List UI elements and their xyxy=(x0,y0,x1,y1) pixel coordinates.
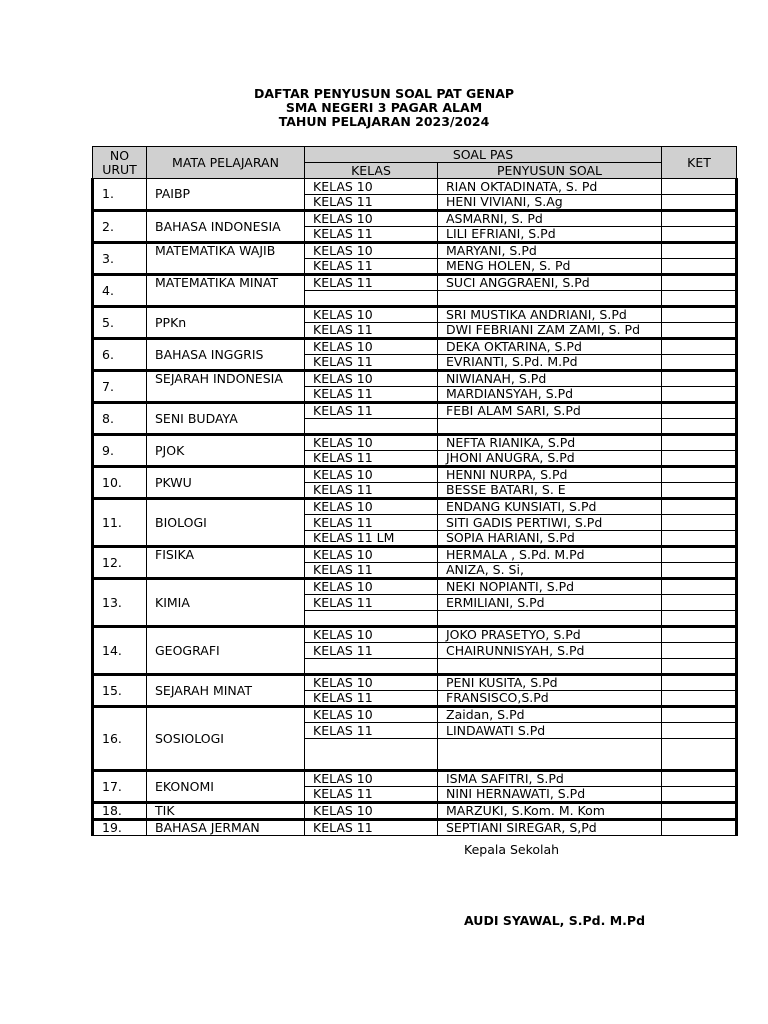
cell-no-urut: 15. xyxy=(93,675,147,707)
cell-kelas: KELAS 11 xyxy=(305,723,438,739)
cell-kelas: KELAS 10 xyxy=(305,627,438,643)
principal-name: AUDI SYAWAL, S.Pd. M.Pd xyxy=(464,913,646,928)
cell-penyusun-soal: Zaidan, S.Pd xyxy=(438,707,662,723)
cell-penyusun-soal: CHAIRUNNISYAH, S.Pd xyxy=(438,643,662,659)
cell-no-urut: 6. xyxy=(93,339,147,371)
cell-ket xyxy=(662,435,737,451)
table-row xyxy=(93,803,737,820)
cell-no-urut: 19. xyxy=(93,820,147,836)
cell-no-urut: 17. xyxy=(93,771,147,803)
cell-mata-pelajaran: SENI BUDAYA xyxy=(147,403,305,435)
cell-ket xyxy=(662,227,737,243)
cell-kelas: KELAS 10 xyxy=(305,499,438,515)
cell-penyusun-soal xyxy=(438,611,662,627)
cell-no-urut: 8. xyxy=(93,403,147,435)
cell-kelas: KELAS 10 xyxy=(305,467,438,483)
cell-kelas: KELAS 10 xyxy=(305,211,438,227)
cell-kelas: KELAS 11 xyxy=(305,195,438,211)
cell-no-urut: 2. xyxy=(93,211,147,243)
table-row xyxy=(93,243,737,259)
cell-mata-pelajaran: BIOLOGI xyxy=(147,499,305,547)
cell-no-urut: 4. xyxy=(93,275,147,307)
cell-ket xyxy=(662,195,737,211)
cell-penyusun-soal: NEFTA RIANIKA, S.Pd xyxy=(438,435,662,451)
cell-kelas: KELAS 11 xyxy=(305,387,438,403)
cell-ket xyxy=(662,691,737,707)
cell-penyusun-soal: ENDANG KUNSIATI, S.Pd xyxy=(438,499,662,515)
cell-kelas: KELAS 11 xyxy=(305,820,438,836)
cell-mata-pelajaran: SEJARAH INDONESIA xyxy=(147,371,305,403)
cell-ket xyxy=(662,339,737,355)
cell-kelas: KELAS 10 xyxy=(305,707,438,723)
table-row xyxy=(93,403,737,419)
cell-kelas xyxy=(305,739,438,771)
document-title: DAFTAR PENYUSUN SOAL PAT GENAP xyxy=(253,86,515,101)
table-row xyxy=(93,211,737,227)
cell-penyusun-soal: LINDAWATI S.Pd xyxy=(438,723,662,739)
cell-kelas: KELAS 11 xyxy=(305,595,438,611)
cell-penyusun-soal: EVRIANTI, S.Pd. M.Pd xyxy=(438,355,662,371)
cell-penyusun-soal: MENG HOLEN, S. Pd xyxy=(438,259,662,275)
cell-ket xyxy=(662,611,737,627)
cell-mata-pelajaran: FISIKA xyxy=(147,547,305,579)
header-mata-pelajaran: MATA PELAJARAN xyxy=(147,147,305,179)
header-ket: KET xyxy=(662,147,737,179)
cell-mata-pelajaran: SOSIOLOGI xyxy=(147,707,305,771)
table-row xyxy=(93,307,737,323)
cell-kelas: KELAS 11 xyxy=(305,563,438,579)
cell-mata-pelajaran: MATEMATIKA MINAT xyxy=(147,275,305,307)
cell-kelas: KELAS 11 xyxy=(305,691,438,707)
cell-mata-pelajaran: BAHASA JERMAN xyxy=(147,820,305,836)
table-row xyxy=(93,499,737,515)
cell-ket xyxy=(662,499,737,515)
cell-penyusun-soal: ANIZA, S. Si, xyxy=(438,563,662,579)
cell-penyusun-soal: DWI FEBRIANI ZAM ZAMI, S. Pd xyxy=(438,323,662,339)
cell-ket xyxy=(662,643,737,659)
cell-mata-pelajaran: TIK xyxy=(147,803,305,820)
cell-no-urut: 14. xyxy=(93,627,147,675)
cell-no-urut: 16. xyxy=(93,707,147,771)
table-row xyxy=(93,275,737,291)
cell-penyusun-soal: JOKO PRASETYO, S.Pd xyxy=(438,627,662,643)
cell-penyusun-soal: BESSE BATARI, S. E xyxy=(438,483,662,499)
cell-ket xyxy=(662,323,737,339)
cell-ket xyxy=(662,403,737,419)
header-soal-pas: SOAL PAS xyxy=(305,147,662,163)
cell-kelas xyxy=(305,659,438,675)
academic-year: TAHUN PELAJARAN 2023/2024 xyxy=(278,114,490,129)
cell-mata-pelajaran: SEJARAH MINAT xyxy=(147,675,305,707)
cell-ket xyxy=(662,563,737,579)
cell-kelas: KELAS 11 xyxy=(305,483,438,499)
cell-penyusun-soal: MARYANI, S.Pd xyxy=(438,243,662,259)
cell-penyusun-soal: HERMALA , S.Pd. M.Pd xyxy=(438,547,662,563)
cell-ket xyxy=(662,243,737,259)
cell-kelas: KELAS 11 xyxy=(305,643,438,659)
table-row xyxy=(93,179,737,195)
cell-ket xyxy=(662,627,737,643)
cell-penyusun-soal: JHONI ANUGRA, S.Pd xyxy=(438,451,662,467)
cell-penyusun-soal: MARDIANSYAH, S.Pd xyxy=(438,387,662,403)
cell-kelas: KELAS 10 xyxy=(305,803,438,820)
cell-penyusun-soal: SITI GADIS PERTIWI, S.Pd xyxy=(438,515,662,531)
cell-no-urut: 18. xyxy=(93,803,147,820)
cell-penyusun-soal xyxy=(438,419,662,435)
cell-penyusun-soal: SRI MUSTIKA ANDRIANI, S.Pd xyxy=(438,307,662,323)
cell-penyusun-soal: ERMILIANI, S.Pd xyxy=(438,595,662,611)
cell-penyusun-soal xyxy=(438,291,662,307)
cell-penyusun-soal: ASMARNI, S. Pd xyxy=(438,211,662,227)
table-row xyxy=(93,771,737,787)
cell-ket xyxy=(662,371,737,387)
cell-kelas: KELAS 10 xyxy=(305,547,438,563)
cell-mata-pelajaran: GEOGRAFI xyxy=(147,627,305,675)
cell-ket xyxy=(662,387,737,403)
cell-kelas: KELAS 11 xyxy=(305,259,438,275)
cell-kelas: KELAS 11 xyxy=(305,275,438,291)
cell-penyusun-soal: FEBI ALAM SARI, S.Pd xyxy=(438,403,662,419)
cell-penyusun-soal: NINI HERNAWATI, S.Pd xyxy=(438,787,662,803)
cell-no-urut: 10. xyxy=(93,467,147,499)
cell-kelas: KELAS 11 xyxy=(305,323,438,339)
cell-kelas: KELAS 10 xyxy=(305,243,438,259)
cell-ket xyxy=(662,419,737,435)
cell-kelas: KELAS 10 xyxy=(305,371,438,387)
cell-ket xyxy=(662,547,737,563)
cell-mata-pelajaran: BAHASA INDONESIA xyxy=(147,211,305,243)
cell-ket xyxy=(662,179,737,195)
cell-no-urut: 1. xyxy=(93,179,147,211)
table-row xyxy=(93,339,737,355)
cell-penyusun-soal: NIWIANAH, S.Pd xyxy=(438,371,662,387)
cell-penyusun-soal: LILI EFRIANI, S.Pd xyxy=(438,227,662,243)
table-row xyxy=(93,707,737,723)
cell-penyusun-soal: NEKI NOPIANTI, S.Pd xyxy=(438,579,662,595)
cell-ket xyxy=(662,803,737,820)
cell-kelas: KELAS 10 xyxy=(305,675,438,691)
cell-kelas: KELAS 11 xyxy=(305,355,438,371)
cell-ket xyxy=(662,307,737,323)
cell-ket xyxy=(662,451,737,467)
table-row xyxy=(93,435,737,451)
table-row xyxy=(93,547,737,563)
cell-kelas: KELAS 10 xyxy=(305,307,438,323)
cell-ket xyxy=(662,659,737,675)
cell-penyusun-soal: SUCI ANGGRAENI, S.Pd xyxy=(438,275,662,291)
table-body xyxy=(93,179,737,836)
cell-ket xyxy=(662,771,737,787)
cell-penyusun-soal xyxy=(438,739,662,771)
table-row xyxy=(93,627,737,643)
cell-kelas xyxy=(305,419,438,435)
cell-kelas xyxy=(305,291,438,307)
school-name: SMA NEGERI 3 PAGAR ALAM xyxy=(285,100,483,115)
cell-kelas: KELAS 11 xyxy=(305,515,438,531)
table-row xyxy=(93,820,737,836)
cell-ket xyxy=(662,579,737,595)
cell-ket xyxy=(662,275,737,291)
cell-no-urut: 7. xyxy=(93,371,147,403)
cell-ket xyxy=(662,531,737,547)
cell-ket xyxy=(662,259,737,275)
cell-kelas: KELAS 11 LM xyxy=(305,531,438,547)
cell-penyusun-soal: SEPTIANI SIREGAR, S,Pd xyxy=(438,820,662,836)
cell-mata-pelajaran: EKONOMI xyxy=(147,771,305,803)
cell-penyusun-soal: FRANSISCO,S.Pd xyxy=(438,691,662,707)
cell-penyusun-soal: PENI KUSITA, S.Pd xyxy=(438,675,662,691)
cell-penyusun-soal xyxy=(438,659,662,675)
cell-kelas: KELAS 11 xyxy=(305,403,438,419)
header-no-urut: NO URUT xyxy=(93,147,147,179)
cell-ket xyxy=(662,707,737,723)
cell-no-urut: 13. xyxy=(93,579,147,627)
cell-ket xyxy=(662,723,737,739)
cell-ket xyxy=(662,467,737,483)
cell-ket xyxy=(662,515,737,531)
question-compilers-table xyxy=(91,146,738,836)
cell-penyusun-soal: ISMA SAFITRI, S.Pd xyxy=(438,771,662,787)
cell-no-urut: 11. xyxy=(93,499,147,547)
cell-penyusun-soal: HENI VIVIANI, S.Ag xyxy=(438,195,662,211)
cell-kelas: KELAS 10 xyxy=(305,579,438,595)
cell-kelas: KELAS 11 xyxy=(305,227,438,243)
cell-mata-pelajaran: MATEMATIKA WAJIB xyxy=(147,243,305,275)
cell-kelas: KELAS 10 xyxy=(305,771,438,787)
cell-mata-pelajaran: PPKn xyxy=(147,307,305,339)
cell-kelas: KELAS 11 xyxy=(305,451,438,467)
cell-mata-pelajaran: BAHASA INGGRIS xyxy=(147,339,305,371)
cell-no-urut: 9. xyxy=(93,435,147,467)
cell-ket xyxy=(662,211,737,227)
cell-kelas: KELAS 10 xyxy=(305,179,438,195)
cell-ket xyxy=(662,739,737,771)
header-kelas: KELAS xyxy=(305,163,438,179)
cell-kelas: KELAS 11 xyxy=(305,787,438,803)
cell-ket xyxy=(662,291,737,307)
cell-penyusun-soal: MARZUKI, S.Kom. M. Kom xyxy=(438,803,662,820)
cell-kelas xyxy=(305,611,438,627)
table-row xyxy=(93,467,737,483)
header-penyusun-soal: PENYUSUN SOAL xyxy=(438,163,662,179)
table-row xyxy=(93,371,737,387)
cell-no-urut: 5. xyxy=(93,307,147,339)
cell-ket xyxy=(662,820,737,836)
cell-ket xyxy=(662,355,737,371)
cell-ket xyxy=(662,595,737,611)
cell-penyusun-soal: DEKA OKTARINA, S.Pd xyxy=(438,339,662,355)
principal-title: Kepala Sekolah xyxy=(464,842,560,857)
cell-penyusun-soal: SOPIA HARIANI, S.Pd xyxy=(438,531,662,547)
cell-penyusun-soal: RIAN OKTADINATA, S. Pd xyxy=(438,179,662,195)
cell-ket xyxy=(662,675,737,691)
cell-kelas: KELAS 10 xyxy=(305,339,438,355)
cell-no-urut: 3. xyxy=(93,243,147,275)
cell-ket xyxy=(662,483,737,499)
cell-kelas: KELAS 10 xyxy=(305,435,438,451)
cell-mata-pelajaran: PKWU xyxy=(147,467,305,499)
cell-mata-pelajaran: PAIBP xyxy=(147,179,305,211)
cell-ket xyxy=(662,787,737,803)
cell-mata-pelajaran: KIMIA xyxy=(147,579,305,627)
cell-mata-pelajaran: PJOK xyxy=(147,435,305,467)
table-row xyxy=(93,579,737,595)
table-row xyxy=(93,675,737,691)
cell-no-urut: 12. xyxy=(93,547,147,579)
cell-penyusun-soal: HENNI NURPA, S.Pd xyxy=(438,467,662,483)
